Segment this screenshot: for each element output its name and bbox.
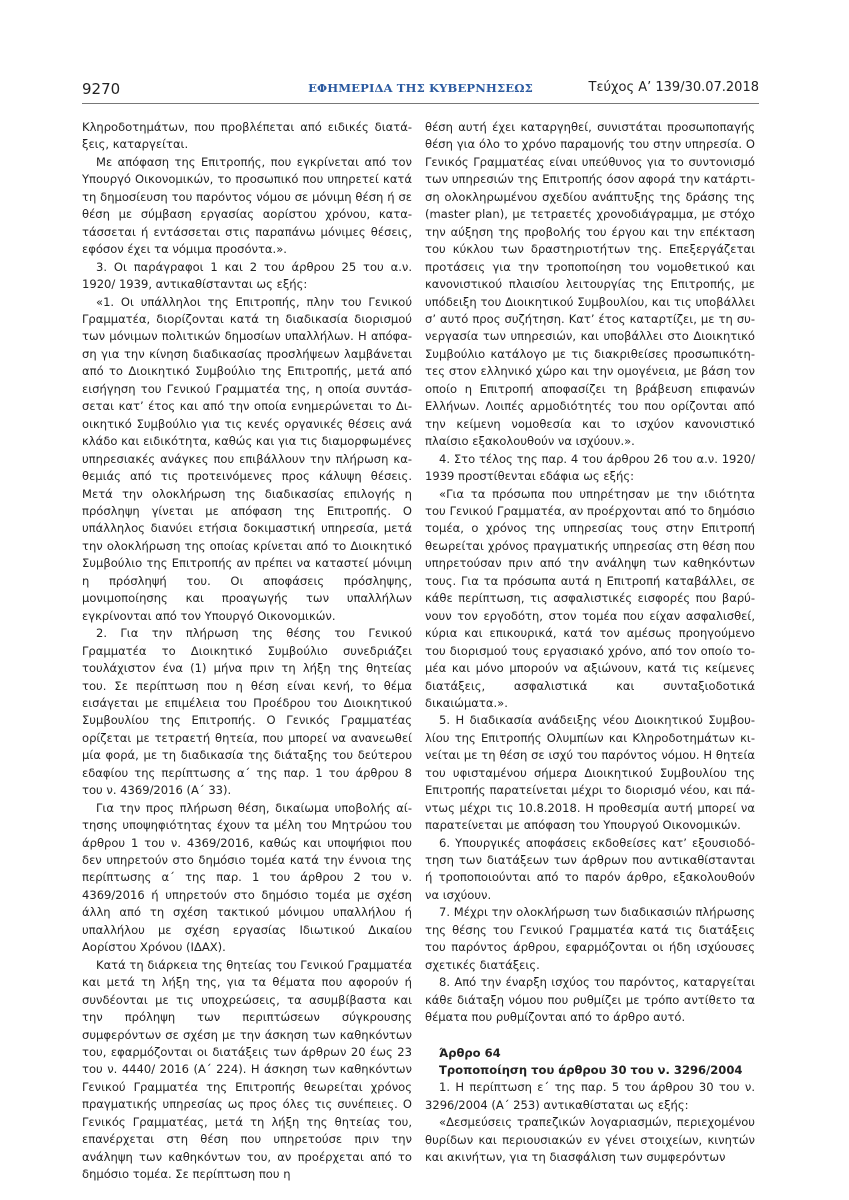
paragraph: 6. Υπουργικές αποφάσεις εκδοθείσες κατ’ εξουσιοδότηση των διατάξεων των άρθρων που αντικαθίστανται ή τροποποιούνται από το παρόν άρθρο, εξακολουθούν να ισχύουν.: [425, 835, 755, 902]
paragraph: «Δεσμεύσεις τραπεζικών λογαριασμών, περιεχομένου θυρίδων και περιουσιακών εν γένει στοιχείων, κινητών και ακινήτων, για τη διασφάλιση των συμφερόντων: [425, 1115, 755, 1165]
paragraph: 8. Από την έναρξη ισχύος του παρόντος, καταργείται κάθε διάταξη νόμου που ρυθμίζει με τρόπο αντίθετο τα θέματα που ρυθμίζονται από το άρθρο αυτό.: [425, 975, 755, 1025]
page-header: [82, 80, 759, 102]
paragraph: Κατά τη διάρκεια της θητείας του Γενικού Γραμματέα και μετά τη λήξη της, για τα θέματα που αφορούν ή συνδέονται με τις υποχρεώσεις, τα ασυμβίβαστα και την πρόληψη των περιπτώσεων σύγκρουσης συμφερόντων σε σχέση με την άσκηση των καθηκόντων του, εφαρμόζονται οι διατάξεις των άρθρων 20 έως 23 του ν. 4440/ 2016 (Α΄ 224). Η άσκηση των καθηκόντων Γενικού Γραμματέα της Επιτροπής θεωρείται χρόνος πραγματικής υπηρεσίας ως προς όλες τις συνέπειες. Ο Γενικός Γραμματέας, μετά τη λήξη της θητείας του, επανέρχεται στη θέση που υπηρετούσε πριν την ανάληψη των καθηκόντων του, αν προέρχεται από το δημόσιο τομέα. Σε περίπτωση που η: [82, 957, 412, 1182]
paragraph: «Για τα πρόσωπα που υπηρέτησαν με την ιδιότητα του Γενικού Γραμματέα, αν προέρχονται από το δημόσιο τομέα, ο χρόνος της υπηρεσίας τους στην Επιτροπή θεωρείται χρόνος πραγματικής υπηρεσίας στη θέση που υπηρετούσαν πριν από την ανάληψη των καθηκόντων τους. Για τα πρόσωπα αυτά η Επιτροπή καταβάλλει, σε κάθε περίπτωση, τις ασφαλιστικές εισφορές που βαρύνουν τον εργοδότη, στον τομέα που είχαν ασφαλισθεί, κύρια και επικουρικά, κατά τον αμέσως προηγούμενο του διορισμού τους εργασιακό χρόνο, από τον οποίο τομέα και μόνο μπορούν να αξιώνουν, κατά τις κείμενες διατάξεις, ασφαλιστικά και συνταξιοδοτικά δικαιώματα.».: [425, 486, 755, 710]
paragraph: 4. Στο τέλος της παρ. 4 του άρθρου 26 του α.ν. 1920/ 1939 προστίθενται εδάφια ως εξής:: [425, 451, 755, 484]
paragraph: 2. Για την πλήρωση της θέσης του Γενικού Γραμματέα το Διοικητικό Συμβούλιο συνεδριάζει τουλάχιστον ένα (1) μήνα πριν τη λήξη της θητείας του. Σε περίπτωση που η θέση είναι κενή, το θέμα εισάγεται με επιμέλεια του Προέδρου του Διοικητικού Συμβουλίου της Επιτροπής. Ο Γενικός Γραμματέας ορίζεται με τετραετή θητεία, που μπορεί να ανανεωθεί μία φορά, με τη διαδικασία της διάταξης του δεύτερου εδαφίου της περίπτωσης α΄ της παρ. 1 του άρθρου 8 του ν. 4369/2016 (Α΄ 33).: [82, 626, 412, 798]
paragraph: Με απόφαση της Επιτροπής, που εγκρίνεται από τον Υπουργό Οικονομικών, το προσωπικό που υπηρετεί κατά τη δημοσίευση του παρόντος νόμου σε μόνιμη θέση ή σε θέση με σύμβαση εργασίας αορίστου χρόνου, κατατάσσεται ή εντάσσεται στις παραπάνω μόνιμες θέσεις, εφόσον έχει τα νόμιμα προσόντα.».: [82, 154, 412, 257]
article-title: Τροποποίηση του άρθρου 30 του ν. 3296/2004: [439, 1063, 743, 1078]
gazette-title: ΕΦΗΜΕΡΙΔΑ ΤΗΣ ΚΥΒΕΡΝΗΣΕΩΣ: [308, 81, 533, 95]
right-column: [425, 119, 755, 1167]
page-number: 9270: [82, 80, 121, 98]
paragraph: 5. Η διαδικασία ανάδειξης νέου Διοικητικού Συμβουλίου της Επιτροπής Ολυμπίων και Κληροδοτημάτων κινείται με τη θέση σε ισχύ του παρόντος νόμου. Η θητεία του υφισταμένου σήμερα Διοικητικού Συμβουλίου της Επιτροπής παρατείνεται μέχρι το διορισμό νέου, και πάντως μέχρι τις 10.8.2018. Η προθεσμία αυτή μπορεί να παρατείνεται με απόφαση του Υπουργού Οικονομικών.: [425, 713, 755, 833]
header-divider: [82, 103, 759, 104]
paragraph: 1. Η περίπτωση ε΄ της παρ. 5 του άρθρου 30 του ν. 3296/2004 (Α΄ 253) αντικαθίσταται ως εξής:: [425, 1080, 755, 1112]
paragraph: θέση αυτή έχει καταργηθεί, συνιστάται προσωποπαγής θέση για όλο το χρόνο παραμονής του στην υπηρεσία. Ο Γενικός Γραμματέας είναι υπεύθυνος για το συντονισμό των υπηρεσιών της Επιτροπής όσον αφορά την κατάρτιση ολοκληρωμένου σχεδίου ανάπτυξης της δράσης της (master plan), με τετραετές χρονοδιάγραμμα, με στόχο την αύξηση της προβολής του έργου και την επέκταση του κύκλου των δραστηριοτήτων της. Επεξεργάζεται προτάσεις για την τροποποίηση του νομοθετικού και κανονιστικού πλαισίου λειτουργίας της Επιτροπής, με υπόδειξη του Διοικητικού Συμβουλίου, και τις υποβάλλει σ’ αυτό προς συζήτηση. Κατ’ έτος καταρτίζει, με τη συνεργασία των υπηρεσιών, και υποβάλλει στο Διοικητικό Συμβούλιο κατάλογο με τις διακριθείσες προσωπικότητες στον ελληνικό χώρο και την ομογένεια, με βάση τον οποίο η Επιτροπή αποφασίζει τη βράβευση επιφανών Ελλήνων. Λοιπές αρμοδιότητές του που ορίζονται από την κείμενη νομοθεσία και το ισχύον κανονιστικό πλαίσιο εξακολουθούν να ισχύουν.».: [425, 120, 755, 449]
paragraph: 7. Μέχρι την ολοκλήρωση των διαδικασιών πλήρωσης της θέσης του Γενικού Γραμματέα κατά τις διατάξεις του παρόντος άρθρου, εφαρμόζονται οι ήδη ισχύουσες σχετικές διατάξεις.: [425, 905, 755, 972]
paragraph: «1. Οι υπάλληλοι της Επιτροπής, πλην του Γενικού Γραμματέα, διορίζονται κατά τη διαδικασία διορισμού των μόνιμων πολιτικών δημοσίων υπαλλήλων. Η απόφαση για την κίνηση διαδικασίας προσλήψεων λαμβάνεται από το Διοικητικό Συμβούλιο της Επιτροπής, μετά από εισήγηση του Γενικού Γραμματέα της, η οποία συντάσσεται κατ’ έτος και από την οποία ενημερώνεται το Διοικητικό Συμβούλιο για τις κενές οργανικές θέσεις ανά κλάδο και ειδικότητα, καθώς και για τις διαμορφωμένες υπηρεσιακές ανάγκες που επιβάλλουν την πλήρωση καθεμιάς από τις προτεινόμενες προς κάλυψη θέσεις. Μετά την ολοκλήρωση της διαδικασίας επιλογής η πρόσληψη γίνεται με απόφαση της Επιτροπής. Ο υπάλληλος διανύει ετήσια δοκιμαστική υπηρεσία, μετά την ολοκλήρωση της οποίας κρίνεται από το Διοικητικό Συμβούλιο της Επιτροπής αν πρέπει να καταστεί μόνιμη η πρόσληψή του. Οι αποφάσεις πρόσληψης, μονιμοποίησης και προαγωγής των υπαλλήλων εγκρίνονται από τον Υπουργό Οικονομικών.: [82, 294, 412, 623]
issue-reference: Τεύχος Α’ 139/30.07.2018: [588, 80, 759, 95]
paragraph: Κληροδοτημάτων, που προβλέπεται από ειδικές διατάξεις, καταργείται.: [82, 120, 412, 152]
paragraph: 3. Οι παράγραφοι 1 και 2 του άρθρου 25 του α.ν. 1920/ 1939, αντικαθίστανται ως εξής:: [82, 259, 412, 292]
left-column: [82, 119, 412, 1184]
paragraph: Για την προς πλήρωση θέση, δικαίωμα υποβολής αίτησης υποψηφιότητας έχουν τα μέλη του Μητρώου του άρθρου 1 του ν. 4369/2016, καθώς και υποψήφιοι που δεν υπηρετούν στο δημόσιο τομέα κατά την έννοια της περίπτωσης α΄ της παρ. 1 του άρθρου 2 του ν. 4369/2016 ή υπηρετούν στο δημόσιο τομέα με σχέση άλλη από τη σχέση τακτικού μόνιμου υπαλλήλου ή υπαλλήλου με σχέση εργασίας Ιδιωτικού Δικαίου Αορίστου Χρόνου (ΙΔΑΧ).: [82, 800, 412, 955]
article-number: Άρθρο 64: [439, 1045, 501, 1060]
